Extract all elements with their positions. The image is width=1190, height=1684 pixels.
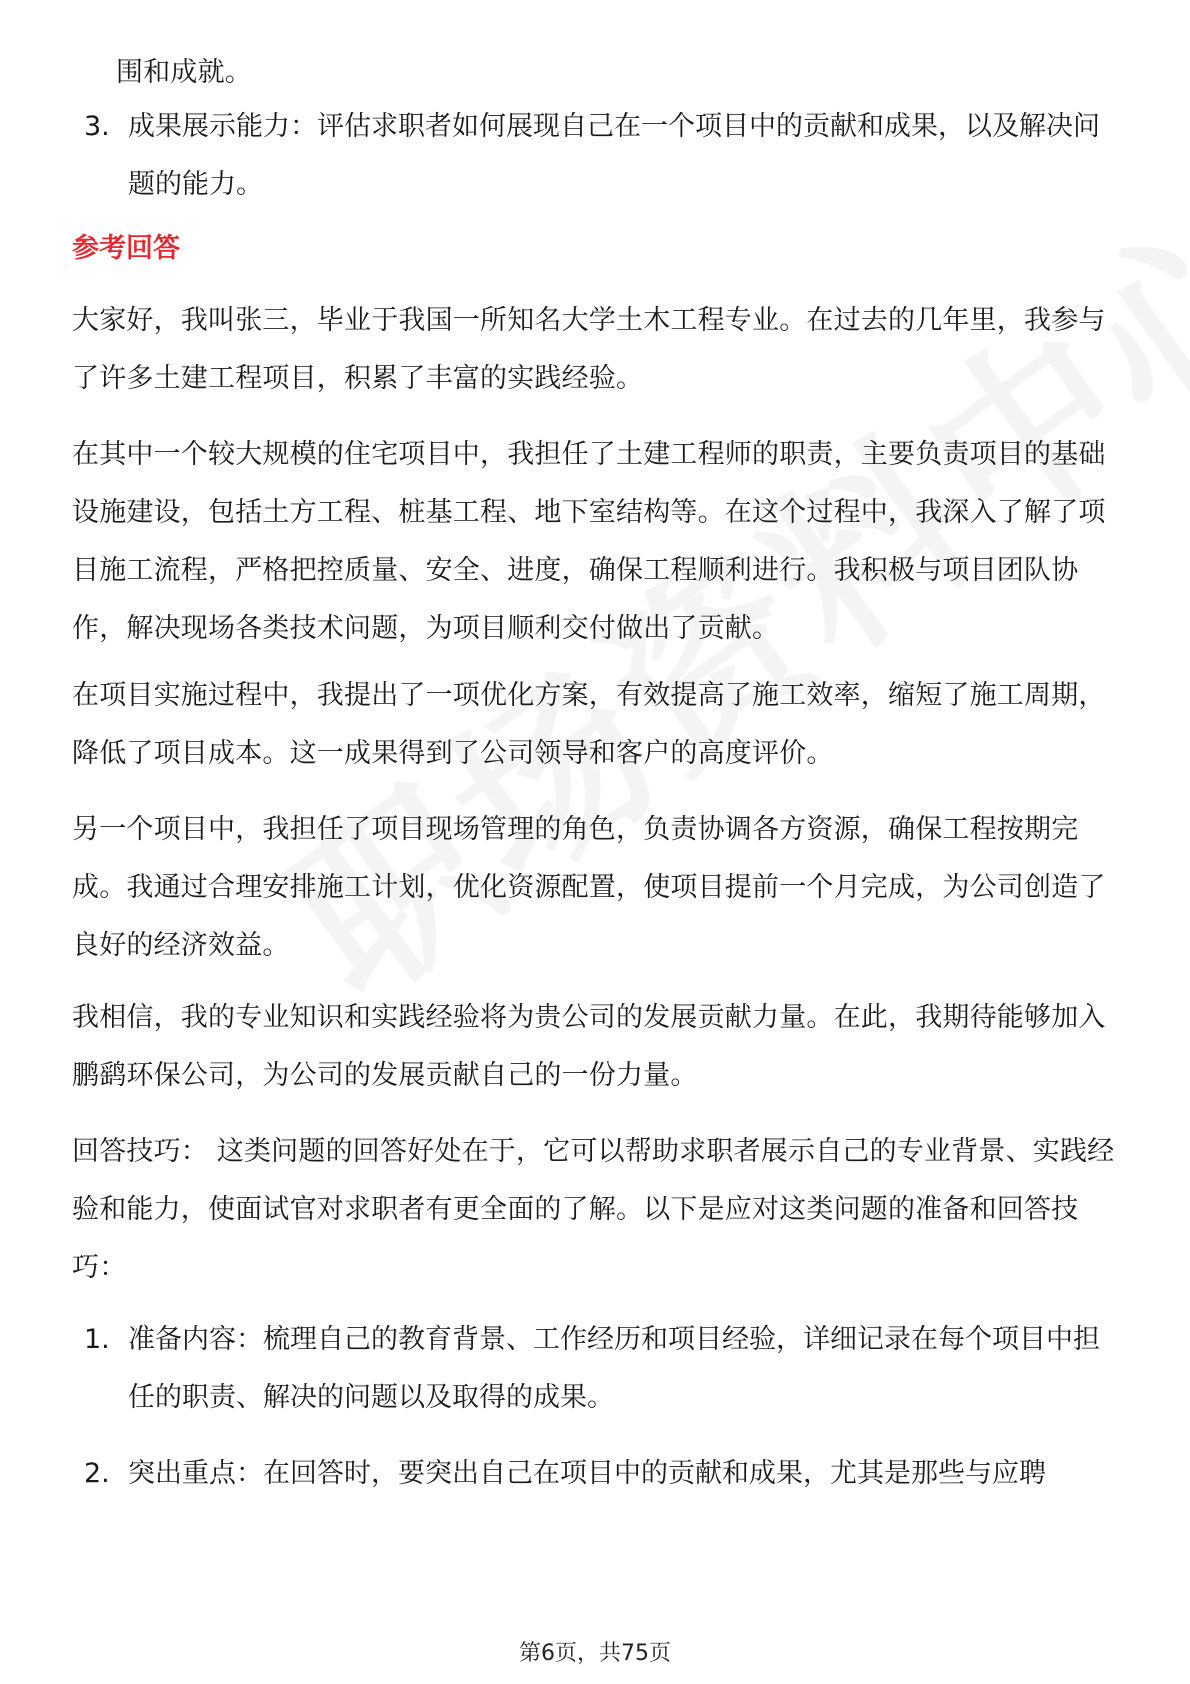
list-number: 2. bbox=[84, 1458, 110, 1489]
list-item bbox=[84, 1445, 1124, 1503]
paragraph-project-two: 另一个项目中，我担任了项目现场管理的角色，负责协调各方资源，确保工程按期完成。我通过合理安排施工计划，优化资源配置，使项目提前一个月完成，为公司创造了良好的经济效益。 bbox=[72, 814, 1106, 961]
list-text: 突出重点：在回答时，要突出自己在项目中的贡献和成果，尤其是那些与应聘 bbox=[128, 1458, 1046, 1489]
paragraph-optimization: 在项目实施过程中，我提出了一项优化方案，有效提高了施工效率，缩短了施工周期，降低了项目成本。这一成果得到了公司领导和客户的高度评价。 bbox=[72, 680, 1106, 769]
paragraph-tips: 回答技巧： 这类问题的回答好处在于，它可以帮助求职者展示自己的专业背景、实践经验和能力，使面试官对求职者有更全面的了解。以下是应对这类问题的准备和回答技巧： bbox=[72, 1136, 1115, 1283]
page-number-footer: 第6页，共75页 bbox=[519, 1641, 671, 1666]
section-heading: 参考回答 bbox=[72, 233, 180, 264]
paragraph-closing: 我相信，我的专业知识和实践经验将为贵公司的发展贡献力量。在此，我期待能够加入鹏鹞环保公司，为公司的发展贡献自己的一份力量。 bbox=[72, 1002, 1106, 1091]
list-text: 成果展示能力：评估求职者如何展现自己在一个项目中的贡献和成果，以及解决问题的能力。 bbox=[128, 111, 1100, 200]
paragraph-intro: 大家好，我叫张三，毕业于我国一所知名大学土木工程专业。在过去的几年里，我参与了许多土建工程项目，积累了丰富的实践经验。 bbox=[72, 305, 1106, 394]
list-item bbox=[84, 1311, 1124, 1427]
continued-text: 围和成就。 bbox=[116, 57, 252, 88]
list-number: 3. bbox=[84, 111, 110, 142]
list-text: 准备内容：梳理自己的教育背景、工作经历和项目经验，详细记录在每个项目中担任的职责、解决的问题以及取得的成果。 bbox=[128, 1324, 1100, 1413]
list-number: 1. bbox=[84, 1324, 110, 1355]
list-item bbox=[84, 98, 1124, 214]
paragraph-project-one: 在其中一个较大规模的住宅项目中，我担任了土建工程师的职责，主要负责项目的基础设施建设，包括土方工程、桩基工程、地下室结构等。在这个过程中，我深入了解了项目施工流程，严格把控质量、安全、进度，确保工程顺利进行。我积极与项目团队协作，解决现场各类技术问题，为项目顺利交付做出了贡献。 bbox=[72, 439, 1106, 644]
